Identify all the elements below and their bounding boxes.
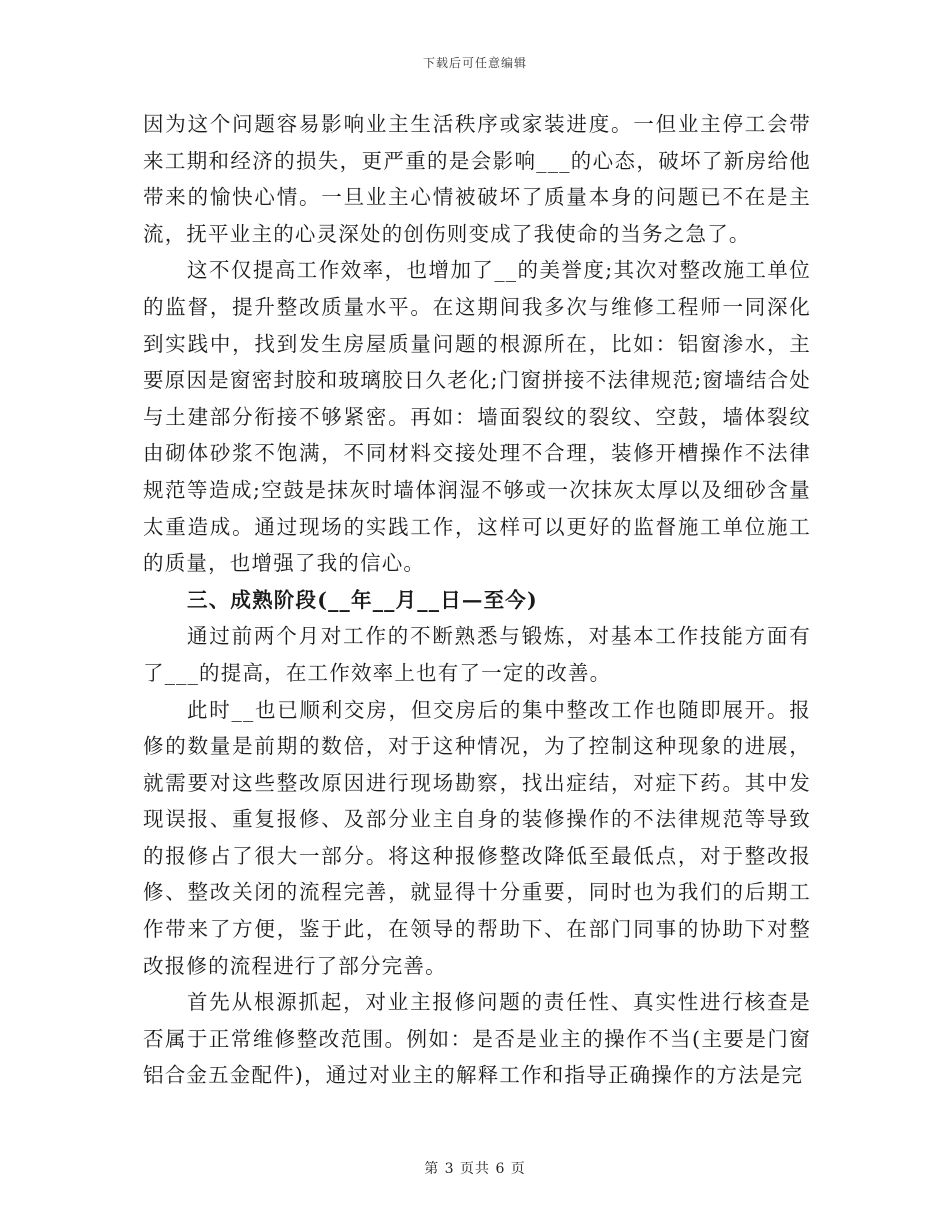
page-header: 下载后可任意编辑 [422,56,527,70]
paragraph-5: 首先从根源抓起，对业主报修问题的责任性、真实性进行核查是否属于正常维修整改范围。例如：是否是业主的操作不当(主要是门窗铝合金五金配件)，通过对业主的解释工作和指导正确操作的方法是完 [143,990,811,1088]
paragraph-1: 因为这个问题容易影响业主生活秩序或家装进度。一但业主停工会带来工期和经济的损失，更严重的是会影响___的心态，破坏了新房给他带来的愉快心情。一旦业主心情被破坏了质量本身的问题已不在是主流，抚平业主的心灵深处的创伤则变成了我使命的当务之急了。 [143,112,811,246]
paragraph-4: 此时__也已顺利交房，但交房后的集中整改工作也随即展开。报修的数量是前期的数倍，对于这种情况，为了控制这种现象的进展，就需要对这些整改原因进行现场勘察，找出症结，对症下药。其中发现误报、重复报修、及部分业主自身的装修操作的不法律规范等导致的报修占了很大一部分。将这种报修整改降低至最低点，对于整改报修、整改关闭的流程完善，就显得十分重要，同时也为我们的后期工作带来了方便，鉴于此，在领导的帮助下、在部门同事的协助下对整改报修的流程进行了部分完善。 [143,697,811,978]
document-body [143,106,811,1094]
section-heading: 三、成熟阶段(__年__月__日—至今) [187,587,538,612]
paragraph-3: 通过前两个月对工作的不断熟悉与锻炼，对基本工作技能方面有了___的提高，在工作效率上也有了一定的改善。 [143,624,811,685]
page-footer: 第 3 页共 6 页 [424,1161,526,1177]
paragraph-2: 这不仅提高工作效率，也增加了__的美誉度;其次对整改施工单位的监督，提升整改质量水平。在这期间我多次与维修工程师一同深化到实践中，找到发生房屋质量问题的根源所在，比如：铝窗渗水，主要原因是窗密封胶和玻璃胶日久老化;门窗拼接不法律规范;窗墙结合处与土建部分衔接不够紧密。再如：墙面裂纹的裂纹、空鼓，墙体裂纹由砌体砂浆不饱满，不同材料交接处理不合理，装修开槽操作不法律规范等造成;空鼓是抹灰时墙体润湿不够或一次抹灰太厚以及细砂含量太重造成。通过现场的实践工作，这样可以更好的监督施工单位施工的质量，也增强了我的信心。 [143,258,811,576]
